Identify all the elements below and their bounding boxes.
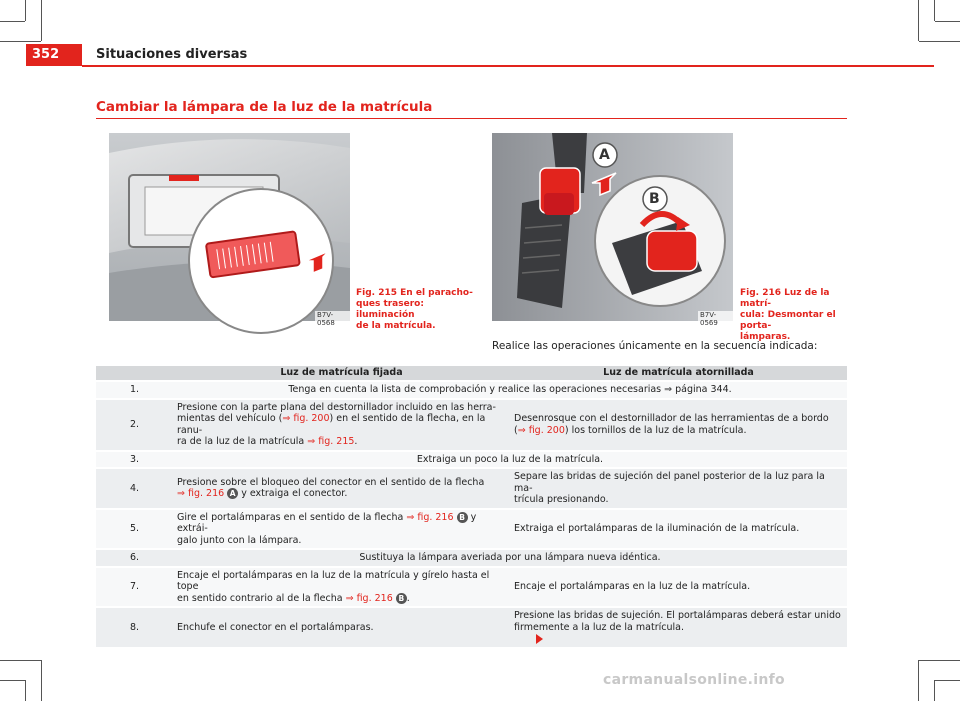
step-text-fixed — [173, 568, 510, 607]
continue-arrow-icon — [536, 634, 543, 644]
callout-b-label: B — [649, 191, 660, 207]
step-text: Extraiga un poco la luz de la matrícula. — [173, 452, 847, 468]
text-segment: ) en el sentido de la flecha, en la ranu- ra de la luz de la matrícula — [177, 413, 486, 447]
figure-216-caption: Fig. 216 Luz de la matrí- cula: Desmontar el porta- lámparas. — [740, 288, 836, 342]
crop-mark — [919, 41, 960, 42]
figure-215-caption: Fig. 215 En el paracho- ques trasero: iluminación de la matrícula. — [356, 288, 473, 331]
step-text: Tenga en cuenta la lista de comprobación y realice las operaciones necesarias ⇒ página 344. — [173, 382, 847, 398]
table-row — [96, 382, 847, 398]
figure-216-code: B7V-0569 — [698, 311, 733, 327]
fig-200-link[interactable]: ⇒ fig. 200 — [282, 413, 330, 424]
step-number: 7. — [96, 568, 173, 607]
header-rule — [82, 65, 934, 67]
section-title: Cambiar la lámpara de la luz de la matrícula — [96, 99, 433, 115]
step-number: 6. — [96, 550, 173, 566]
page-number: 352 — [32, 47, 60, 62]
step-number: 4. — [96, 469, 173, 508]
crop-mark — [0, 21, 25, 22]
text-segment: y extraiga el conector. — [238, 488, 348, 500]
text-segment: . — [406, 592, 410, 604]
fig-216-link[interactable]: ⇒ fig. 216 — [177, 488, 225, 500]
header-num — [96, 366, 173, 380]
crop-mark — [918, 660, 919, 701]
text-segment: ) los tornillos de la luz de la matrícula. — [564, 424, 747, 436]
step-text-screwed: Extraiga el portalámparas de la iluminación de la matrícula. — [510, 510, 847, 549]
table-row — [96, 510, 847, 549]
text-segment: Presione sobre el bloqueo del conector en el sentido de la flecha — [177, 476, 485, 488]
crop-mark — [934, 0, 935, 21]
step-text-fixed — [173, 510, 510, 549]
step-text-screwed: Encaje el portalámparas en la luz de la matrícula. — [510, 568, 847, 607]
fig-200-link[interactable]: ⇒ fig. 200 — [517, 424, 565, 436]
callout-b-badge: B — [457, 512, 468, 523]
step-number: 3. — [96, 452, 173, 468]
fig-216-link[interactable]: ⇒ fig. 216 — [345, 592, 393, 604]
figure-215-code: B7V-0568 — [315, 311, 350, 327]
crop-mark — [0, 680, 25, 681]
text-segment: Desenrosque con el destornillador de las herramientas de a bordo ( — [514, 413, 829, 436]
chapter-title: Situaciones diversas — [96, 47, 248, 62]
crop-mark — [41, 0, 42, 41]
callout-a-badge: A — [227, 488, 238, 499]
crop-mark — [919, 660, 960, 661]
table-header-row — [96, 366, 847, 380]
text-segment: y extrái- galo junto con la lámpara. — [177, 511, 477, 546]
text-segment: Encaje el portalámparas en la luz de la matrícula y gírelo hasta el tope en sentido contrario al de la flecha — [177, 569, 490, 604]
step-text-fixed: Enchufe el conector en el portalámparas. — [173, 608, 510, 647]
text-segment: Gire el portalámparas en el sentido de la flecha — [177, 511, 407, 523]
crop-mark — [918, 0, 919, 41]
crop-mark — [0, 660, 41, 661]
step-text-screwed — [510, 608, 847, 647]
callout-b-badge: B — [396, 593, 407, 604]
figure-215-image — [109, 133, 350, 327]
crop-mark — [25, 0, 26, 21]
table-row — [96, 400, 847, 450]
crop-mark — [935, 21, 960, 22]
step-number: 2. — [96, 400, 173, 450]
table-row — [96, 550, 847, 566]
fig-216-link[interactable]: ⇒ fig. 216 — [406, 511, 454, 523]
step-text-screwed — [510, 400, 847, 450]
section-rule — [96, 118, 847, 119]
crop-mark — [935, 680, 960, 681]
crop-mark — [41, 660, 42, 701]
steps-table — [96, 364, 847, 649]
table-row — [96, 469, 847, 508]
table-row — [96, 568, 847, 607]
step-text: Sustituya la lámpara averiada por una lámpara nueva idéntica. — [173, 550, 847, 566]
step-text-fixed — [173, 400, 510, 450]
step-number: 8. — [96, 608, 173, 647]
step-text-screwed: Separe las bridas de sujeción del panel posterior de la luz para la ma- trícula presionando. — [510, 469, 847, 508]
text-segment: Presione con la parte plana del destornillador incluido en las herra- mientas del vehículo ( — [177, 401, 496, 424]
step-text-fixed — [173, 469, 510, 508]
table-row — [96, 452, 847, 468]
intro-text: Realice las operaciones únicamente en la secuencia indicada: — [492, 340, 818, 352]
step-number: 1. — [96, 382, 173, 398]
step-number: 5. — [96, 510, 173, 549]
callout-a-label: A — [599, 147, 610, 163]
crop-mark — [0, 41, 41, 42]
table-row — [96, 608, 847, 647]
crop-mark — [934, 680, 935, 701]
watermark: carmanualsonline.info — [603, 672, 785, 688]
text-segment: . — [354, 436, 358, 447]
crop-mark — [25, 680, 26, 701]
text-segment: Presione las bridas de sujeción. El portalámparas deberá estar unido firmemente a la luz de la matrícula. — [514, 610, 841, 633]
figure-216-image — [492, 133, 733, 327]
header-fixed-light: Luz de matrícula fijada — [173, 366, 510, 380]
header-screwed-light: Luz de matrícula atornillada — [510, 366, 847, 380]
fig-215-link[interactable]: ⇒ fig. 215 — [307, 436, 355, 447]
